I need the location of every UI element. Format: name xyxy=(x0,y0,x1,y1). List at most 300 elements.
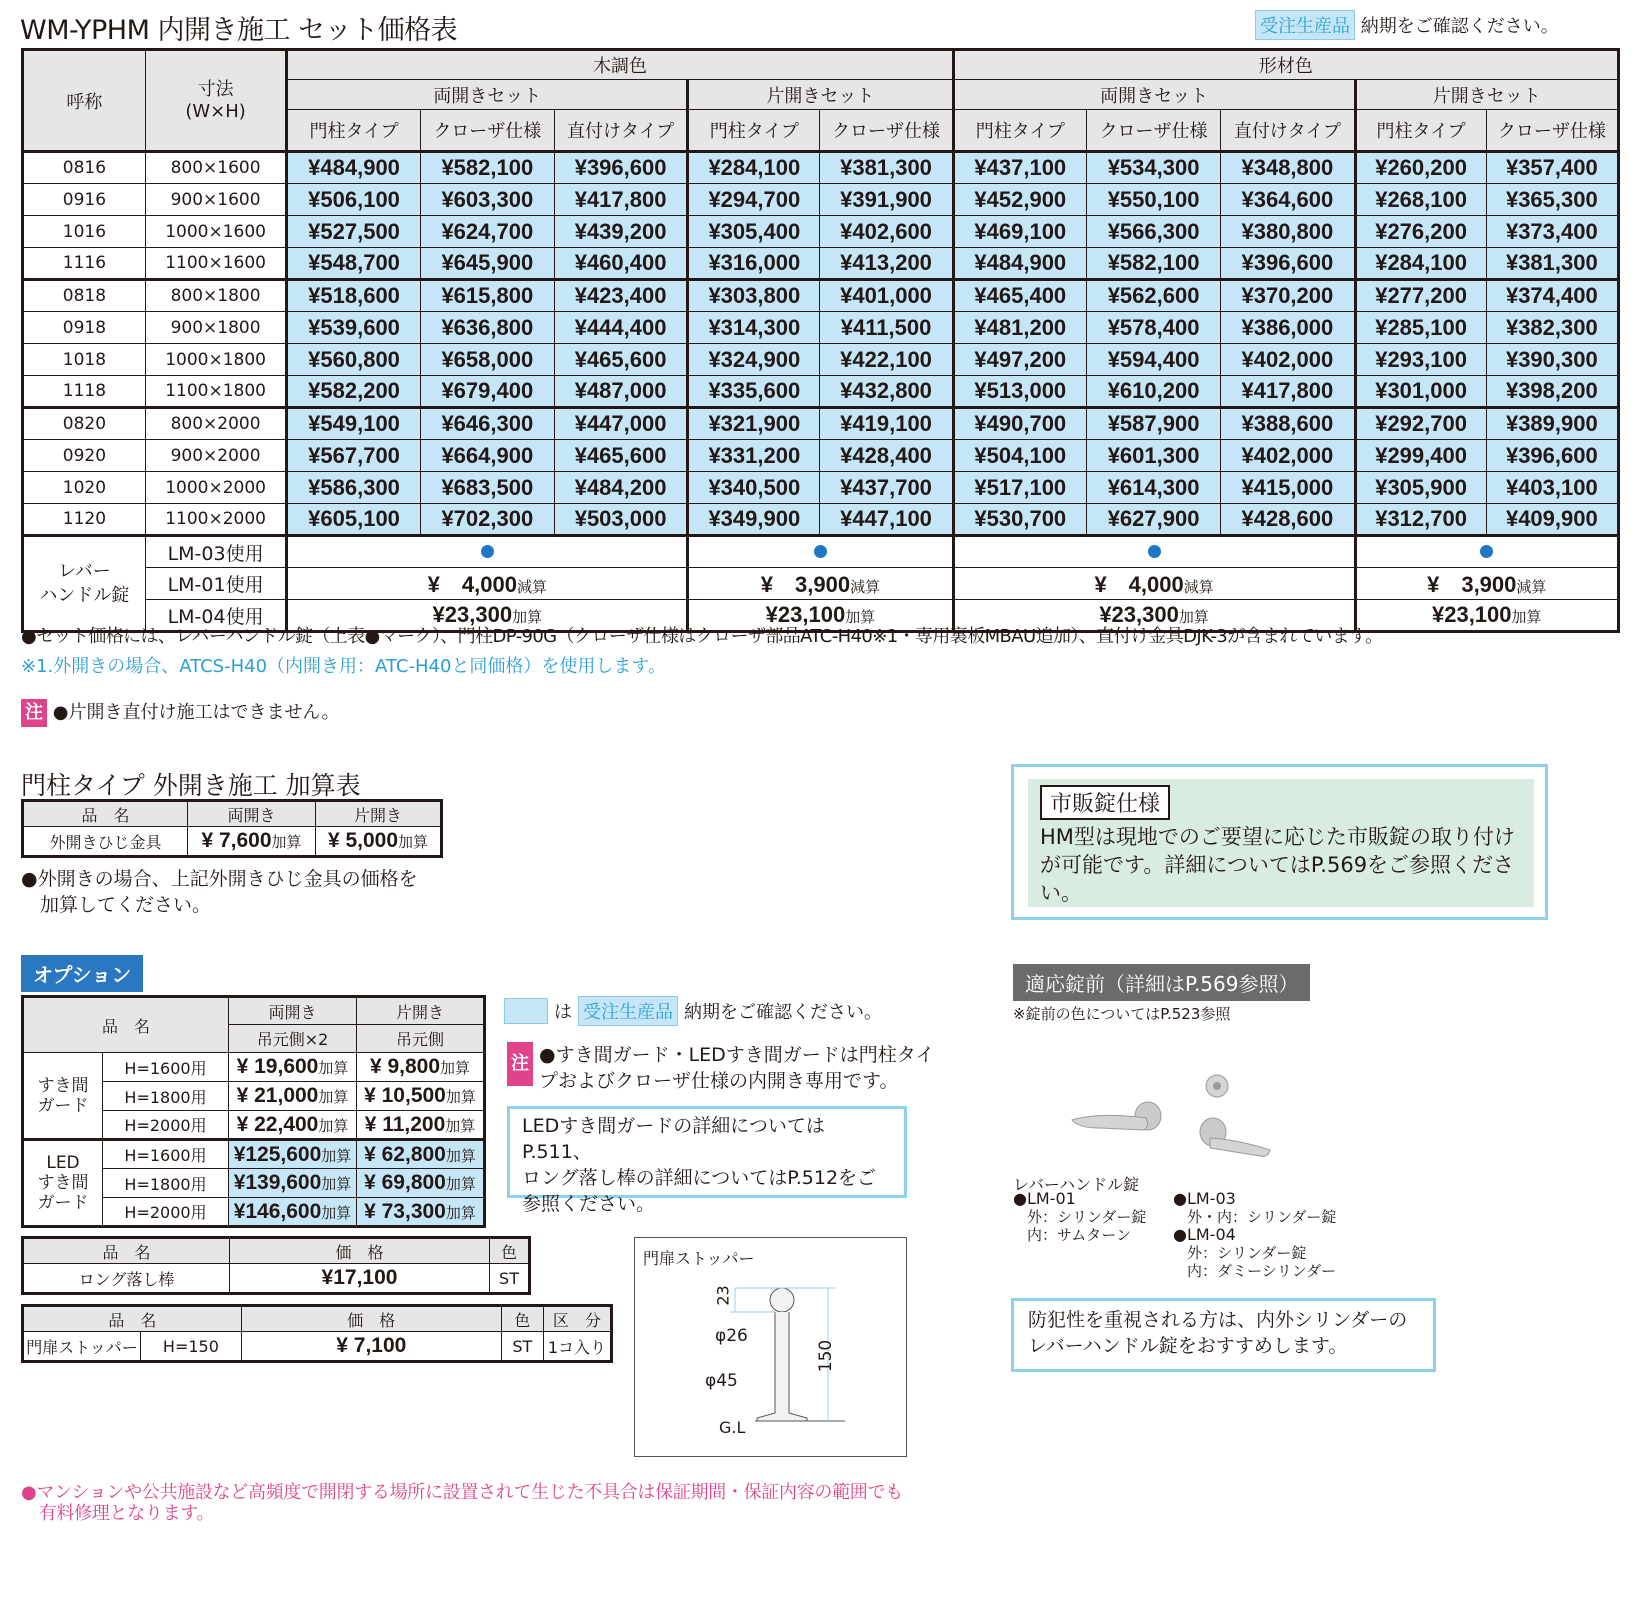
legend-swatch xyxy=(504,998,548,1024)
price-cell: ¥594,400 xyxy=(1086,344,1220,376)
price-cell: ¥305,400 xyxy=(688,216,820,248)
shape-double-set: 両開きセット xyxy=(953,80,1355,110)
price-cell: ¥506,100 xyxy=(287,184,420,216)
price-cell: ¥513,000 xyxy=(953,376,1086,408)
price-cell: ¥627,900 xyxy=(1086,504,1220,536)
item-name: 外開きひじ金具 xyxy=(23,827,188,857)
h-color: 色 xyxy=(501,1306,543,1332)
addition-suffix: 加算 xyxy=(845,608,876,626)
h-double: 両開き xyxy=(188,801,316,827)
legend-note: 納期をご確認ください。 xyxy=(684,1002,882,1023)
price-cell: ¥348,800 xyxy=(1221,152,1355,184)
stopper-table xyxy=(21,1304,613,1363)
price-cell: ¥664,900 xyxy=(420,440,554,472)
option-price-value: ¥ 9,800 xyxy=(369,1055,441,1078)
ground-level: G.L xyxy=(719,1418,746,1437)
price-cell: ¥380,800 xyxy=(1221,216,1355,248)
addition-value: ¥23,100 xyxy=(1431,602,1512,627)
price-cell: ¥646,300 xyxy=(420,408,554,440)
lm03-label: LM-03使用 xyxy=(145,536,287,568)
retail-lock-text: HM型は現地でのご要望に応じた市販錠の取り付けが可能です。詳細についてはP.569をご参照ください。 xyxy=(1040,825,1515,905)
price-cell: ¥586,300 xyxy=(287,472,420,504)
model-code: 0818 xyxy=(23,280,146,312)
price-cell: ¥398,200 xyxy=(1486,376,1618,408)
price-cell: ¥484,900 xyxy=(287,152,420,184)
height-label: H=1600用 xyxy=(103,1053,229,1082)
h-color: 色 xyxy=(490,1238,530,1264)
lm03-spec xyxy=(1173,1190,1336,1280)
option-price-suffix: 加算 xyxy=(318,1089,349,1106)
option-price xyxy=(357,1198,485,1227)
price-cell: ¥587,900 xyxy=(1086,408,1220,440)
lm03-included-cell xyxy=(953,536,1355,568)
price-cell: ¥374,400 xyxy=(1486,280,1618,312)
deduction-suffix: 減算 xyxy=(516,578,547,596)
price-cell: ¥548,700 xyxy=(287,248,420,280)
model-size: 1100×1800 xyxy=(145,376,287,408)
legend xyxy=(504,996,882,1026)
height-label: H=1800用 xyxy=(103,1082,229,1111)
option-caution-text: ●すき間ガード・LEDすき間ガードは門柱タイ プおよびクローザ仕様の内開き専用です。 xyxy=(539,1044,935,1092)
model-code: 0918 xyxy=(23,312,146,344)
price-cell: ¥389,900 xyxy=(1486,408,1618,440)
price-cell: ¥396,600 xyxy=(554,152,687,184)
item-name: ロング落し棒 xyxy=(23,1264,230,1294)
option-price-suffix: 加算 xyxy=(321,1176,352,1193)
led-label: LED すき間 ガード xyxy=(23,1140,103,1227)
h-single-sub: 吊元側 xyxy=(357,1025,485,1053)
lock-label: 適応錠前（詳細はP.569参照） xyxy=(1013,964,1310,1001)
price-row xyxy=(23,280,1619,312)
stopper-drawing xyxy=(635,1238,908,1458)
price-cell: ¥452,900 xyxy=(953,184,1086,216)
price-cell: ¥549,100 xyxy=(287,408,420,440)
price-cell: ¥610,200 xyxy=(1086,376,1220,408)
type-closer: クローザ仕様 xyxy=(420,110,554,152)
wood-double-set: 両開きセット xyxy=(287,80,688,110)
addition-suffix: 加算 xyxy=(1511,608,1542,626)
price-cell: ¥447,100 xyxy=(820,504,953,536)
legend-badge: 受注生産品 xyxy=(578,996,678,1026)
deduction-value: ¥ 3,900 xyxy=(760,572,851,597)
type-post: 門柱タイプ xyxy=(1355,110,1486,152)
included-dot-icon xyxy=(481,545,494,558)
h-price: 価 格 xyxy=(241,1306,501,1332)
deduction-suffix: 減算 xyxy=(850,578,881,596)
lm03-both: 外・内：シリンダー錠 xyxy=(1187,1208,1337,1226)
option-price xyxy=(229,1198,357,1227)
stopper-title: 門扉ストッパー xyxy=(643,1249,755,1268)
price-row xyxy=(23,312,1619,344)
type-closer: クローザ仕様 xyxy=(820,110,953,152)
option-price xyxy=(357,1111,485,1140)
wood-single-set: 片開きセット xyxy=(688,80,953,110)
price-cell: ¥365,300 xyxy=(1486,184,1618,216)
dim-23: 23 xyxy=(713,1285,733,1306)
option-price-suffix: 加算 xyxy=(445,1117,476,1135)
option-price-suffix: 加算 xyxy=(318,1117,349,1135)
deduction-suffix: 減算 xyxy=(1516,578,1547,596)
price-cell: ¥658,000 xyxy=(420,344,554,376)
item-name: 門扉ストッパー xyxy=(23,1332,141,1362)
outside-table xyxy=(21,799,443,858)
price-single: ¥ 5,000加算 xyxy=(316,827,442,857)
option-price-value: ¥ 11,200 xyxy=(364,1112,446,1136)
option-price xyxy=(229,1111,357,1140)
outside-title: 門柱タイプ 外開き施工 加算表 xyxy=(21,771,361,800)
price-cell: ¥601,300 xyxy=(1086,440,1220,472)
outward-note: ※1.外開きの場合、ATCS-H40（内開き用：ATC-H40と同価格）を使用します。 xyxy=(21,656,666,677)
price-cell: ¥567,700 xyxy=(287,440,420,472)
price-row xyxy=(23,440,1619,472)
dim-26: φ26 xyxy=(715,1326,748,1346)
set-includes-note: ●セット価格には、レバーハンドル錠（上表●マーク）、門柱DP-90G（クローザ仕様はクローザ部品ATC-H40※1・専用裏板MBAU追加）、直付け金具DJK-3が含まれています。 xyxy=(21,626,1383,647)
price-cell: ¥582,200 xyxy=(287,376,420,408)
price-cell: ¥428,400 xyxy=(820,440,953,472)
price-cell: ¥305,900 xyxy=(1355,472,1486,504)
made-to-order-badge: 受注生産品 xyxy=(1255,10,1355,40)
price-cell: ¥364,600 xyxy=(1221,184,1355,216)
price-cell: ¥349,900 xyxy=(688,504,820,536)
price-cell: ¥527,500 xyxy=(287,216,420,248)
price-cell: ¥437,100 xyxy=(953,152,1086,184)
item-height: H=150 xyxy=(141,1332,242,1362)
option-price-suffix: 加算 xyxy=(445,1089,476,1106)
model-size: 800×1600 xyxy=(145,152,287,184)
h-single: 片開き xyxy=(316,801,442,827)
price-cell: ¥314,300 xyxy=(688,312,820,344)
price-cell: ¥683,500 xyxy=(420,472,554,504)
header-note xyxy=(1255,10,1559,40)
model-code: 0916 xyxy=(23,184,146,216)
height-label: H=1600用 xyxy=(103,1140,229,1169)
option-price-suffix: 加算 xyxy=(321,1204,352,1222)
price: ¥ 7,100 xyxy=(241,1332,501,1362)
price-cell: ¥276,200 xyxy=(1355,216,1486,248)
price-cell: ¥411,500 xyxy=(820,312,953,344)
price-cell: ¥388,600 xyxy=(1221,408,1355,440)
option-price-suffix: 加算 xyxy=(445,1147,476,1165)
price-cell: ¥357,400 xyxy=(1486,152,1618,184)
deduction-value: ¥ 4,000 xyxy=(1094,572,1184,597)
h-name: 品 名 xyxy=(23,801,188,827)
model-code: 1018 xyxy=(23,344,146,376)
price-cell: ¥409,900 xyxy=(1486,504,1618,536)
price-cell: ¥615,800 xyxy=(420,280,554,312)
included-dot-icon xyxy=(814,545,827,558)
price-cell: ¥447,000 xyxy=(554,408,687,440)
dim-150: 150 xyxy=(816,1339,837,1373)
option-price xyxy=(357,1082,485,1111)
price-cell: ¥465,400 xyxy=(953,280,1086,312)
price-cell: ¥301,000 xyxy=(1355,376,1486,408)
price-cell: ¥260,200 xyxy=(1355,152,1486,184)
price-cell: ¥324,900 xyxy=(688,344,820,376)
option-price xyxy=(357,1140,485,1169)
lever-title: レバーハンドル錠 xyxy=(1013,1175,1140,1194)
lm04-inner: 内：ダミーシリンダー xyxy=(1187,1262,1337,1280)
height-label: H=1800用 xyxy=(103,1169,229,1198)
price-cell: ¥614,300 xyxy=(1086,472,1220,504)
option-price-value: ¥ 19,600 xyxy=(236,1055,319,1078)
option-price-suffix: 加算 xyxy=(440,1060,471,1077)
price-cell: ¥340,500 xyxy=(688,472,820,504)
price-cell: ¥539,600 xyxy=(287,312,420,344)
category: 1コ入り xyxy=(543,1332,611,1362)
h-name: 品 名 xyxy=(23,1306,242,1332)
color: ST xyxy=(501,1332,543,1362)
price-cell: ¥578,400 xyxy=(1086,312,1220,344)
lm03-included-cell xyxy=(1355,536,1618,568)
retail-lock-title: 市販錠仕様 xyxy=(1040,785,1170,820)
option-price-value: ¥ 10,500 xyxy=(364,1084,446,1107)
price-cell: ¥603,300 xyxy=(420,184,554,216)
set-price-table xyxy=(21,48,1620,633)
retail-lock-box xyxy=(1011,764,1548,920)
model-size: 1100×1600 xyxy=(145,248,287,280)
lm04-label: ●LM-04 xyxy=(1173,1225,1236,1244)
option-price xyxy=(357,1169,485,1198)
lm01-deduction-cell xyxy=(953,568,1355,600)
price-cell: ¥277,200 xyxy=(1355,280,1486,312)
price-cell: ¥503,000 xyxy=(554,504,687,536)
option-price xyxy=(229,1053,357,1082)
price-row xyxy=(23,216,1619,248)
h-category: 区 分 xyxy=(543,1306,611,1332)
model-size: 1000×1800 xyxy=(145,344,287,376)
price-cell: ¥481,200 xyxy=(953,312,1086,344)
included-dot-icon xyxy=(1480,545,1493,558)
price-cell: ¥469,100 xyxy=(953,216,1086,248)
price-cell: ¥268,100 xyxy=(1355,184,1486,216)
option-price xyxy=(229,1169,357,1198)
lm03-included-cell xyxy=(287,536,688,568)
price-cell: ¥373,400 xyxy=(1486,216,1618,248)
deduction-value: ¥ 3,900 xyxy=(1427,572,1517,597)
price-cell: ¥465,600 xyxy=(554,344,687,376)
lm01-deduction-cell xyxy=(688,568,953,600)
price-cell: ¥381,300 xyxy=(1486,248,1618,280)
price-cell: ¥679,400 xyxy=(420,376,554,408)
price-cell: ¥403,100 xyxy=(1486,472,1618,504)
lm03-included-cell xyxy=(688,536,953,568)
model-code: 1118 xyxy=(23,376,146,408)
height-label: H=2000用 xyxy=(103,1198,229,1227)
price-cell: ¥702,300 xyxy=(420,504,554,536)
type-post: 門柱タイプ xyxy=(953,110,1086,152)
price-row xyxy=(23,408,1619,440)
stopper-diagram xyxy=(634,1237,907,1457)
price-cell: ¥439,200 xyxy=(554,216,687,248)
price-cell: ¥401,000 xyxy=(820,280,953,312)
option-price-value: ¥ 21,000 xyxy=(236,1084,319,1107)
price-cell: ¥422,100 xyxy=(820,344,953,376)
price-cell: ¥415,000 xyxy=(1221,472,1355,504)
model-size: 800×2000 xyxy=(145,408,287,440)
model-size: 900×1600 xyxy=(145,184,287,216)
price-cell: ¥284,100 xyxy=(688,152,820,184)
option-price-value: ¥146,600 xyxy=(233,1199,322,1223)
price-cell: ¥487,000 xyxy=(554,376,687,408)
price-cell: ¥518,600 xyxy=(287,280,420,312)
price-cell: ¥284,100 xyxy=(1355,248,1486,280)
price-cell: ¥386,000 xyxy=(1221,312,1355,344)
price-row xyxy=(23,376,1619,408)
h-price: 価 格 xyxy=(230,1238,490,1264)
price-cell: ¥413,200 xyxy=(820,248,953,280)
option-price xyxy=(229,1140,357,1169)
model-code: 0920 xyxy=(23,440,146,472)
type-post: 門柱タイプ xyxy=(688,110,820,152)
option-price xyxy=(229,1082,357,1111)
lm01-spec xyxy=(1013,1190,1146,1244)
col-header-name: 呼称 xyxy=(23,50,146,152)
option-table xyxy=(21,995,486,1228)
addition-value: ¥23,300 xyxy=(432,602,513,627)
option-price-suffix: 加算 xyxy=(318,1060,349,1077)
price-cell: ¥316,000 xyxy=(688,248,820,280)
h-name: 品 名 xyxy=(23,997,229,1053)
price-cell: ¥484,200 xyxy=(554,472,687,504)
price-cell: ¥636,800 xyxy=(420,312,554,344)
guard-label: すき間 ガード xyxy=(23,1053,103,1140)
lm04-label: LM-04使用 xyxy=(145,600,287,632)
price-cell: ¥321,900 xyxy=(688,408,820,440)
model-code: 0820 xyxy=(23,408,146,440)
price-row xyxy=(23,504,1619,536)
model-code: 1116 xyxy=(23,248,146,280)
price-cell: ¥534,300 xyxy=(1086,152,1220,184)
caution-row xyxy=(21,698,340,727)
price-cell: ¥504,100 xyxy=(953,440,1086,472)
caution-icon: 注 xyxy=(21,699,47,727)
price-cell: ¥285,100 xyxy=(1355,312,1486,344)
price-cell: ¥605,100 xyxy=(287,504,420,536)
price-cell: ¥293,100 xyxy=(1355,344,1486,376)
price-cell: ¥560,800 xyxy=(287,344,420,376)
price-cell: ¥396,600 xyxy=(1486,440,1618,472)
option-price-value: ¥ 69,800 xyxy=(364,1171,446,1194)
price-cell: ¥417,800 xyxy=(1221,376,1355,408)
h-single: 片開き xyxy=(357,997,485,1025)
h-double: 両開き xyxy=(229,997,357,1025)
option-price-value: ¥ 62,800 xyxy=(364,1142,446,1166)
price-cell: ¥402,600 xyxy=(820,216,953,248)
h-name: 品 名 xyxy=(23,1238,230,1264)
type-closer: クローザ仕様 xyxy=(1086,110,1220,152)
model-size: 900×1800 xyxy=(145,312,287,344)
lm04-outer: 外：シリンダー錠 xyxy=(1187,1244,1307,1262)
price-cell: ¥381,300 xyxy=(820,152,953,184)
model-size: 1000×2000 xyxy=(145,472,287,504)
price-cell: ¥517,100 xyxy=(953,472,1086,504)
price-cell: ¥645,900 xyxy=(420,248,554,280)
caution-icon: 注 xyxy=(507,1042,533,1086)
price-cell: ¥550,100 xyxy=(1086,184,1220,216)
option-price-suffix: 加算 xyxy=(445,1204,476,1222)
lm01-label: LM-01使用 xyxy=(145,568,287,600)
outside-note: ●外開きの場合、上記外開きひじ金具の価格を 加算してください。 xyxy=(21,868,418,916)
price-cell: ¥530,700 xyxy=(953,504,1086,536)
addition-value: ¥23,100 xyxy=(765,602,846,627)
included-dot-icon xyxy=(1148,545,1161,558)
price-cell: ¥582,100 xyxy=(1086,248,1220,280)
price-cell: ¥417,800 xyxy=(554,184,687,216)
price-row xyxy=(23,248,1619,280)
lever-handle-image xyxy=(1060,1068,1300,1168)
price-cell: ¥444,400 xyxy=(554,312,687,344)
lm01-inner: 内：サムターン xyxy=(1027,1226,1131,1244)
price-cell: ¥490,700 xyxy=(953,408,1086,440)
shape-single-set: 片開きセット xyxy=(1355,80,1618,110)
type-direct: 直付けタイプ xyxy=(554,110,687,152)
lm01-deduction-cell xyxy=(1355,568,1618,600)
caution-text: ●片開き直付け施工はできません。 xyxy=(52,702,340,723)
price-cell: ¥294,700 xyxy=(688,184,820,216)
color-wood-header: 木調色 xyxy=(287,50,953,80)
lm04-addition-cell xyxy=(1355,600,1618,632)
price-cell: ¥382,300 xyxy=(1486,312,1618,344)
dim-45: φ45 xyxy=(705,1371,738,1391)
color: ST xyxy=(490,1264,530,1294)
price-cell: ¥402,000 xyxy=(1221,440,1355,472)
price-row xyxy=(23,152,1619,184)
option-detail-box: LEDすき間ガードの詳細についてはP.511、 ロング落し棒の詳細についてはP.512をご 参照ください。 xyxy=(507,1106,907,1198)
addition-suffix: 加算 xyxy=(1178,608,1209,626)
price-cell: ¥624,700 xyxy=(420,216,554,248)
model-code: 0816 xyxy=(23,152,146,184)
price-cell: ¥402,000 xyxy=(1221,344,1355,376)
col-header-size: 寸法 (W×H) xyxy=(145,50,287,152)
model-size: 1000×1600 xyxy=(145,216,287,248)
option-price-suffix: 加算 xyxy=(445,1176,476,1193)
price-cell: ¥292,700 xyxy=(1355,408,1486,440)
price-cell: ¥370,200 xyxy=(1221,280,1355,312)
price-cell: ¥390,300 xyxy=(1486,344,1618,376)
addition-value: ¥23,300 xyxy=(1099,602,1179,627)
price-cell: ¥419,100 xyxy=(820,408,953,440)
option-label: オプション xyxy=(21,955,143,992)
price-cell: ¥423,400 xyxy=(554,280,687,312)
model-code: 1120 xyxy=(23,504,146,536)
long-rod-table xyxy=(21,1236,531,1295)
price-row xyxy=(23,184,1619,216)
lm01-label: ●LM-01 xyxy=(1013,1189,1076,1208)
color-shape-header: 形材色 xyxy=(953,50,1618,80)
price-cell: ¥312,700 xyxy=(1355,504,1486,536)
price-cell: ¥497,200 xyxy=(953,344,1086,376)
option-price-value: ¥ 73,300 xyxy=(364,1199,446,1223)
type-closer: クローザ仕様 xyxy=(1486,110,1618,152)
option-price-value: ¥139,600 xyxy=(233,1171,322,1194)
price-cell: ¥437,700 xyxy=(820,472,953,504)
model-size: 1100×2000 xyxy=(145,504,287,536)
h-double-sub: 吊元側×2 xyxy=(229,1025,357,1053)
option-price-value: ¥125,600 xyxy=(233,1142,322,1166)
price-cell: ¥299,400 xyxy=(1355,440,1486,472)
lm01-deduction-cell xyxy=(287,568,688,600)
price-row xyxy=(23,344,1619,376)
price-cell: ¥335,600 xyxy=(688,376,820,408)
price-cell: ¥484,900 xyxy=(953,248,1086,280)
price-cell: ¥432,800 xyxy=(820,376,953,408)
option-price xyxy=(357,1053,485,1082)
model-code: 1016 xyxy=(23,216,146,248)
price-cell: ¥303,800 xyxy=(688,280,820,312)
lock-color-note: ※錠前の色についてはP.523参照 xyxy=(1013,1005,1231,1023)
option-price-suffix: 加算 xyxy=(321,1147,352,1165)
height-label: H=2000用 xyxy=(103,1111,229,1140)
